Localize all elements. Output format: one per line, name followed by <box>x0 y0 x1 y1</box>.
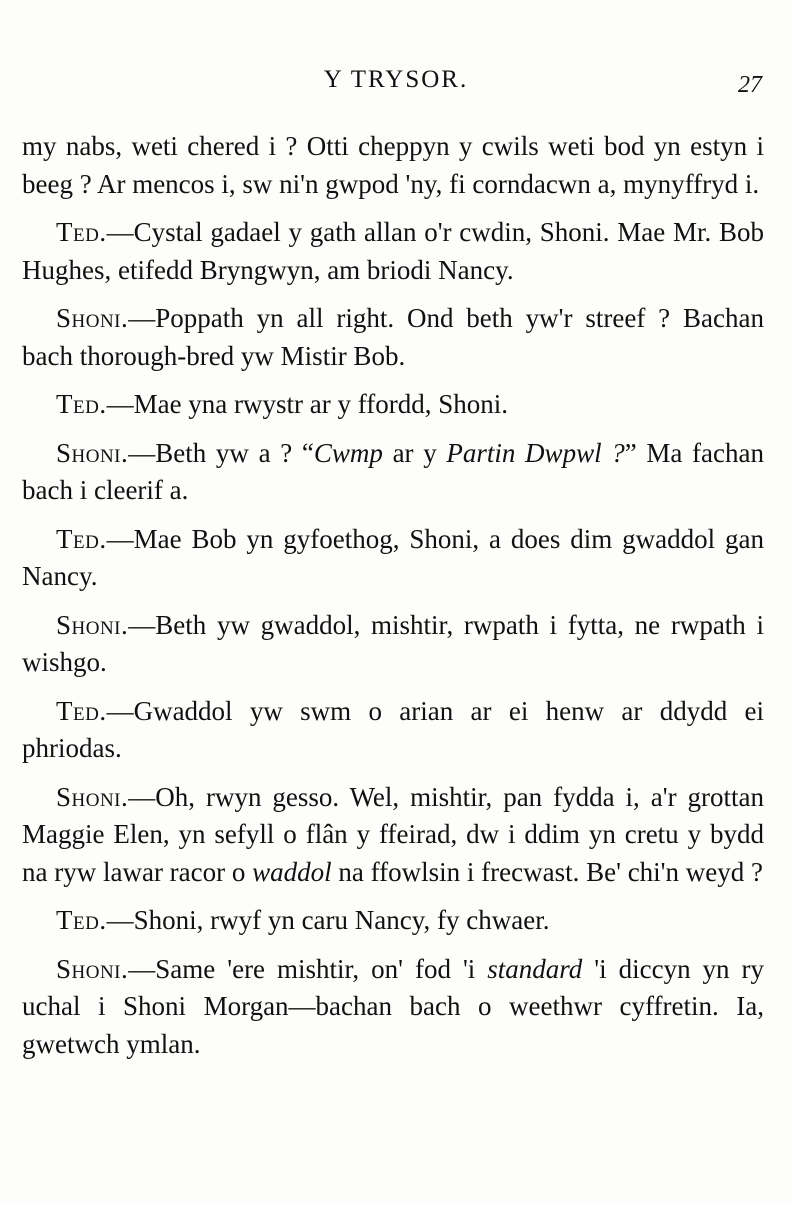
paragraph <box>22 693 764 768</box>
paragraph-text: —Beth yw gwaddol, mishtir, rwpath i fytta, ne rwpath i wishgo. <box>22 609 764 677</box>
italic-text: Cwmp <box>313 437 383 468</box>
speaker-name: Ted. <box>56 523 107 554</box>
paragraph-text: —Same 'ere mishtir, on' fod 'i <box>128 953 488 984</box>
speaker-name: Ted. <box>56 217 107 247</box>
text-body <box>22 128 764 1074</box>
speaker-name: Shoni. <box>56 609 129 640</box>
paragraph <box>22 435 764 510</box>
paragraph <box>22 128 764 203</box>
paragraph-text: ” Ma fachan bach i cleerif a. <box>22 437 764 505</box>
page-number: 27 <box>738 72 762 98</box>
paragraph <box>22 214 764 289</box>
paragraph <box>22 386 764 424</box>
running-title: Y TRYSOR. <box>323 66 469 93</box>
paragraph-text: —Mae Bob yn gyfoethog, Shoni, a does dim gwaddol gan Nancy. <box>22 523 764 591</box>
speaker-name: Shoni. <box>56 437 129 468</box>
speaker-name: Shoni. <box>56 303 129 333</box>
paragraph-text: —Shoni, rwyf yn caru Nancy, fy chwaer. <box>106 905 550 935</box>
paragraph <box>22 300 764 375</box>
paragraph <box>22 779 764 892</box>
paragraph-text: ar y <box>382 437 447 468</box>
italic-text: waddol <box>252 856 332 887</box>
paragraph-text: —Oh, rwyn gesso. Wel, mishtir, pan fydda i, a'r grottan Maggie Elen, yn sefyll o flân y ffeirad, dw i ddim yn cretu y bydd na ryw lawar racor o <box>22 781 764 887</box>
paragraph <box>22 607 764 682</box>
paragraph <box>22 902 764 940</box>
paragraph-text: —Poppath yn all right. Ond beth yw'r streef ? Bachan bach thorough-bred yw Mistir Bob. <box>22 303 764 371</box>
paragraph-text: —Gwaddol yw swm o arian ar ei henw ar ddydd ei phriodas. <box>22 695 764 763</box>
speaker-name: Ted. <box>56 695 107 726</box>
paragraph-text: 'i diccyn yn ry uchal i Shoni Morgan—bachan bach o weethwr cyffretin. Ia, gwetwch ymlan. <box>22 953 764 1059</box>
paragraph <box>22 521 764 596</box>
paragraph <box>22 951 764 1064</box>
speaker-name: Ted. <box>56 389 107 419</box>
paragraph-text: —Beth yw a ? “ <box>128 437 314 468</box>
italic-text: Partin Dwpwl ? <box>446 437 625 468</box>
speaker-name: Shoni. <box>56 953 129 984</box>
speaker-name: Shoni. <box>56 781 129 812</box>
running-header <box>0 66 792 100</box>
paragraph-text: —Cystal gadael y gath allan o'r cwdin, Shoni. Mae Mr. Bob Hughes, etifedd Bryngwyn, am briodi Nancy. <box>22 217 764 285</box>
speaker-name: Ted. <box>56 905 107 935</box>
italic-text: standard <box>487 953 583 984</box>
paragraph-text: na ffowlsin i frecwast. Be' chi'n weyd ? <box>331 856 764 887</box>
paragraph-text: my nabs, weti chered i ? Otti cheppyn y cwils weti bod yn estyn i beeg ? Ar mencos i, sw ni'n gwpod 'ny, fi corndacwn a, mynyffryd i. <box>22 131 764 199</box>
paragraph-text: —Mae yna rwystr ar y ffordd, Shoni. <box>106 389 509 419</box>
